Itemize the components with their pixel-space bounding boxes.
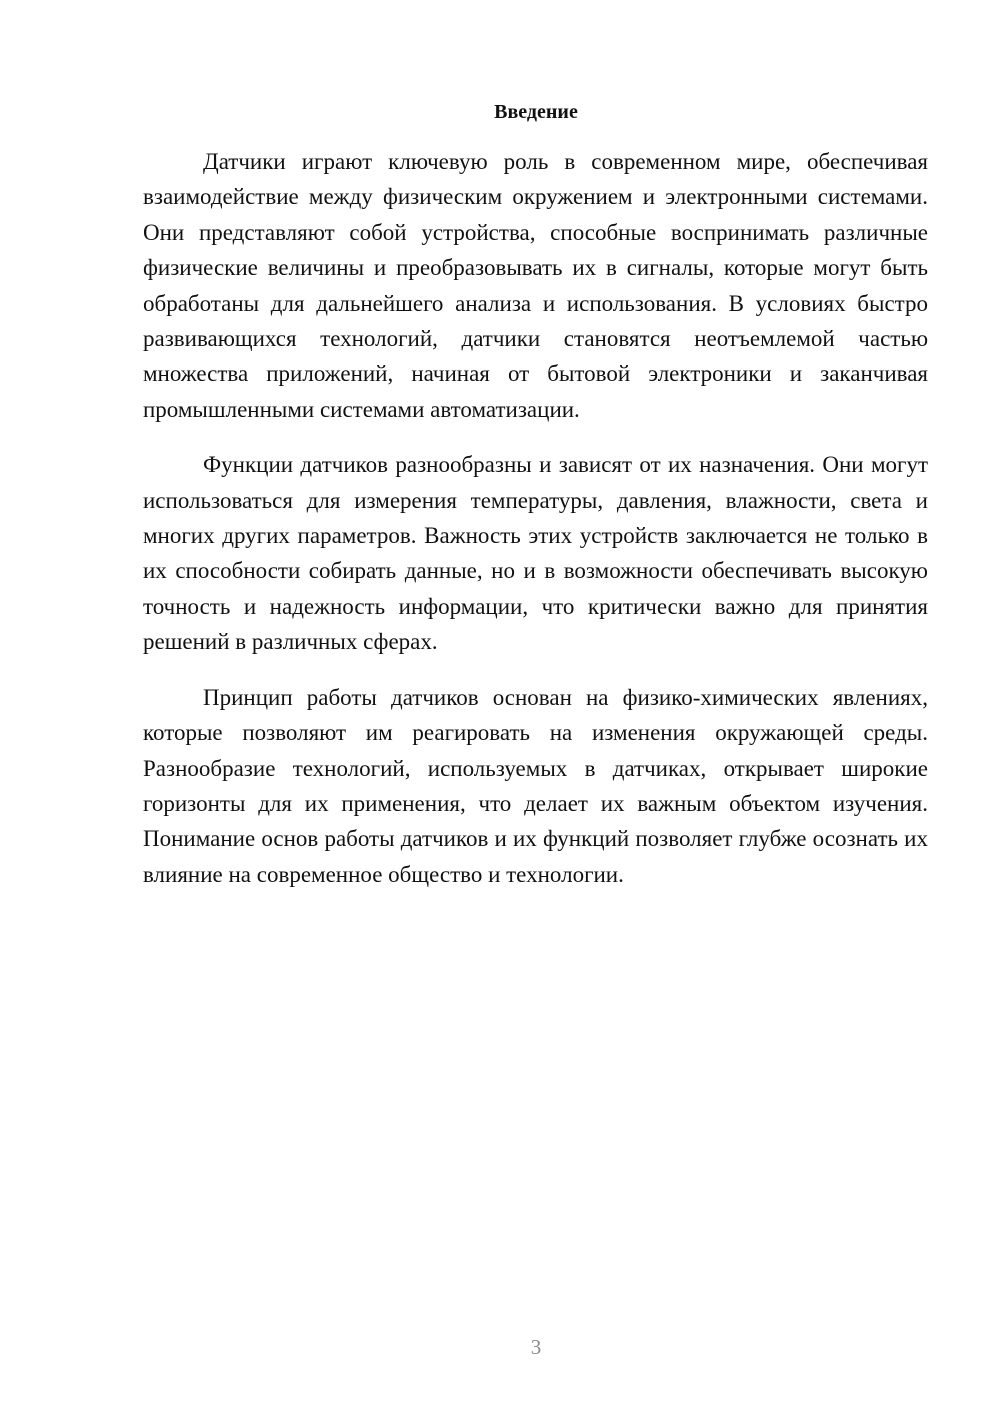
page-number: 3 [530,1335,542,1359]
paragraph-2: Функции датчиков разнообразны и зависят от их назначения. Они могут использоваться для измерения температуры, давления, влажности, света и многих других параметров. Важность этих устройств заключается не только в их способности собирать данные, но и в возможности обеспечивать высокую точность и надежность информации, что критически важно для принятия решений в различных сферах. [143,452,928,655]
paragraph-1: Датчики играют ключевую роль в современном мире, обеспечивая взаимодействие между физическим окружением и электронными системами. Они представляют собой устройства, способные воспринимать различные физические величины и преобразовывать их в сигналы, которые могут быть обработаны для дальнейшего анализа и использования. В условиях быстро развивающихся технологий, датчики становятся неотъемлемой частью множества приложений, начиная от бытовой электроники и заканчивая промышленными системами автоматизации. [143,149,928,422]
body-text [143,144,928,912]
section-title: Введение [494,101,578,123]
paragraph-3: Принцип работы датчиков основан на физико-химических явлениях, которые позволяют им реагировать на изменения окружающей среды. Разнообразие технологий, используемых в датчиках, открывает широкие горизонты для их применения, что делает их важным объектом изучения. Понимание основ работы датчиков и их функций позволяет глубже осознать их влияние на современное общество и технологии. [143,684,928,887]
